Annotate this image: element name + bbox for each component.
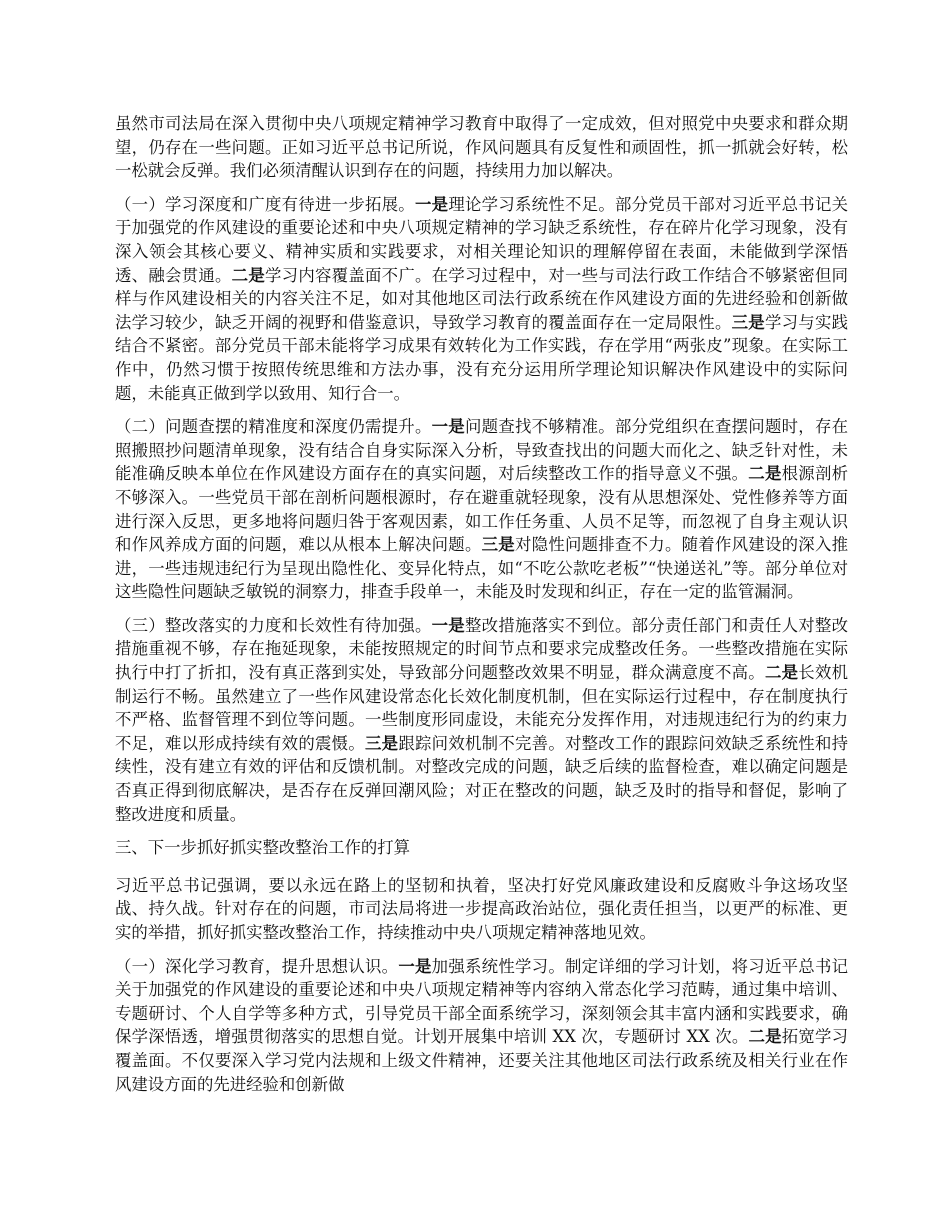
point-1-keyword: 一是 bbox=[414, 194, 449, 214]
point-1-keyword: 一是 bbox=[398, 956, 432, 976]
section-4-lead: （一）深化学习教育，提升思想认识。 bbox=[115, 956, 399, 976]
point-2-text: 长效机制运行不畅。虽然建立了一些作风建设常态化长效化制度机制，但在实际运行过程中，存在制度执行不严格、监督管理不到位等问题。一些制度形同虚设，未能充分发挥作用，对违规违纪行为的约束力不足，难以形成持续有效的震慑。 bbox=[115, 663, 849, 753]
point-2-keyword: 二是 bbox=[231, 265, 266, 285]
section-3-lead: （三）整改落实的力度和长效性有待加强。 bbox=[115, 615, 432, 635]
point-1-text: 理论学习系统性不足。部分党员干部对习近平总书记关于加强党的作风建设的重要论述和中央八项规定精神的学习缺乏系统性，存在碎片化学习现象，没有深入领会其核心要义、精神实质和实践要求，对相关理论知识的理解停留在表面，未能做到学深悟透、融会贯通。 bbox=[115, 194, 849, 285]
document-body bbox=[115, 112, 848, 1106]
point-1-text: 加强系统性学习。制定详细的学习计划，将习近平总书记关于加强党的作风建设的重要论述和中央八项规定精神等内容纳入常态化学习范畴，通过集中培训、专题研讨、个人自学等多种方式，引导党员干部全面系统学习，深刻领会其丰富内涵和实践要求，确保学深悟透，增强贯彻落实的思想自觉。计划开展集中培训 XX 次，专题研讨 XX 次。 bbox=[115, 956, 849, 1047]
next-steps-paragraph bbox=[115, 874, 848, 945]
point-2-keyword: 二是 bbox=[748, 464, 782, 484]
point-2-text: 拓宽学习覆盖面。不仅要深入学习党内法规和上级文件精神，还要关注其他地区司法行政系统及相关行业在作风建设方面的先进经验和创新做 bbox=[115, 1027, 849, 1094]
section-4-paragraph bbox=[115, 955, 848, 1097]
point-1-keyword: 一是 bbox=[431, 417, 465, 437]
point-1-text: 问题查找不够精准。部分党组织在查摆问题时，存在照搬照抄问题清单现象，没有结合自身实际深入分析，导致查找出的问题大而化之、缺乏针对性，未能准确反映本单位在作风建设方面存在的真实问题，对后续整改工作的指导意义不强。 bbox=[115, 417, 849, 484]
section-1-paragraph bbox=[115, 193, 848, 405]
section-2-paragraph bbox=[115, 415, 848, 604]
section-heading-3 bbox=[115, 836, 848, 860]
point-3-text: 学习与实践结合不紧密。部分党员干部未能将学习成果有效转化为工作实践，存在学用“两张皮”现象。在实际工作中，仍然习惯于按照传统思维和方法办事，没有充分运用所学理论知识解决作风建设中的实际问题，未能真正做到学以致用、知行合一。 bbox=[115, 312, 849, 403]
point-3-keyword: 三是 bbox=[364, 733, 399, 753]
point-2-keyword: 二是 bbox=[748, 1027, 782, 1047]
section-3-paragraph bbox=[115, 614, 848, 826]
section-2-lead: （二）问题查摆的精准度和深度仍需提升。 bbox=[115, 417, 432, 437]
point-2-text: 根源剖析不够深入。一些党员干部在剖析问题根源时，存在避重就轻现象，没有从思想深处、党性修养等方面进行深入反思，更多地将问题归咎于客观因素，如工作任务重、人员不足等，而忽视了自身主观认识和作风养成方面的问题，难以从根本上解决问题。 bbox=[115, 464, 849, 555]
point-3-text: 跟踪问效机制不完善。对整改工作的跟踪问效缺乏系统性和持续性，没有建立有效的评估和反馈机制。对整改完成的问题，缺乏后续的监督检查，难以确定问题是否真正得到彻底解决，是否存在反弹回潮风险；对正在整改的问题，缺乏及时的指导和督促，影响了整改进度和质量。 bbox=[115, 733, 849, 824]
heading-text: 三、下一步抓好抓实整改整治工作的打算 bbox=[115, 838, 411, 858]
intro-paragraph bbox=[115, 112, 848, 183]
next-steps-text: 习近平总书记强调，要以永远在路上的坚韧和执着，坚决打好党风廉政建设和反腐败斗争这场攻坚战、持久战。针对存在的问题，市司法局将进一步提高政治站位，强化责任担当，以更严的标准、更实的举措，抓好抓实整改整治工作，持续推动中央八项规定精神落地见效。 bbox=[115, 875, 848, 942]
point-3-text: 对隐性问题排查不力。随着作风建设的深入推进，一些违规违纪行为呈现出隐性化、变异化特点，如“不吃公款吃老板”“快递送礼”等。部分单位对这些隐性问题缺乏敏锐的洞察力，排查手段单一，未能及时发现和纠正，存在一定的监管漏洞。 bbox=[115, 535, 849, 602]
point-3-keyword: 三是 bbox=[481, 535, 515, 555]
point-1-keyword: 一是 bbox=[431, 615, 465, 635]
point-3-keyword: 三是 bbox=[731, 312, 765, 332]
point-1-text: 整改措施落实不到位。部分责任部门和责任人对整改措施重视不够，存在拖延现象，未能按照规定的时间节点和要求完成整改任务。一些整改措施在实际执行中打了折扣，没有真正落到实处，导致部分问题整改效果不明显，群众满意度不高。 bbox=[115, 615, 849, 683]
section-1-lead: （一）学习深度和广度有待进一步拓展。 bbox=[115, 194, 415, 214]
point-2-text: 学习内容覆盖面不广。在学习过程中，对一些与司法行政工作结合不够紧密但同样与作风建设相关的内容关注不足，如对其他地区司法行政系统在作风建设方面的先进经验和创新做法学习较少，缺乏开阔的视野和借鉴意识，导致学习教育的覆盖面存在一定局限性。 bbox=[115, 265, 849, 332]
intro-text: 虽然市司法局在深入贯彻中央八项规定精神学习教育中取得了一定成效，但对照党中央要求和群众期望，仍存在一些问题。正如习近平总书记所说，作风问题具有反复性和顽固性，抓一抓就会好转，松一松就会反弹。我们必须清醒认识到存在的问题，持续用力加以解决。 bbox=[115, 114, 848, 181]
point-2-keyword: 二是 bbox=[764, 663, 799, 683]
